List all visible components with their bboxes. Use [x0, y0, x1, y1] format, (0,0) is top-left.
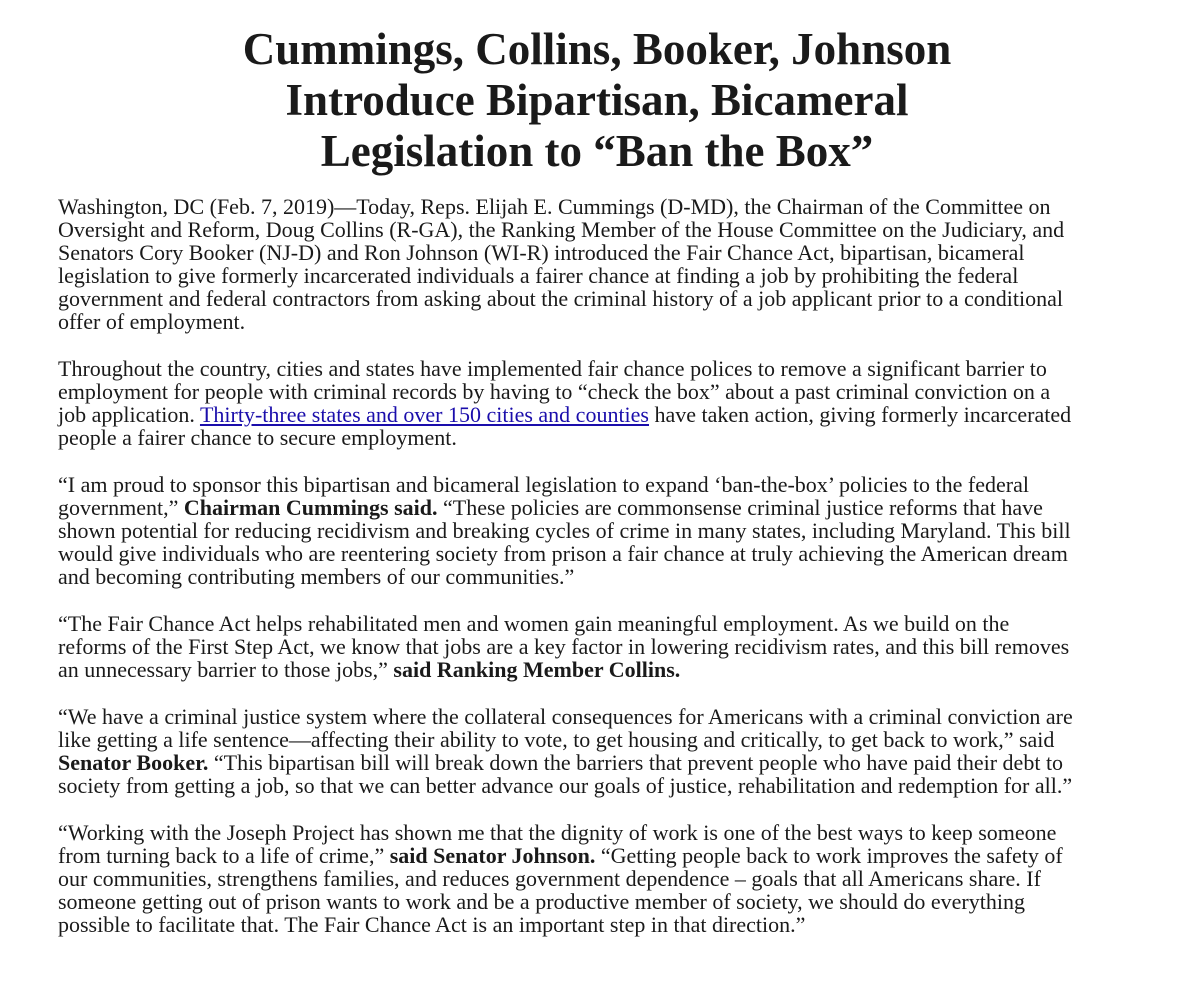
text-line: like getting a life sentence—affecting their ability to vote, to get housing and critically, to get back to work,” said [58, 727, 1055, 752]
text-line: employment for people with criminal records by having to “check the box” about a past criminal conviction on a [58, 379, 1051, 404]
text-line: “We have a criminal justice system where the collateral consequences for Americans with a criminal conviction are [58, 704, 1073, 729]
title-line-3: Legislation to “Ban the Box” [320, 126, 874, 176]
text-line: people a fairer chance to secure employment. [58, 425, 457, 450]
title-line-1: Cummings, Collins, Booker, Johnson [242, 24, 952, 74]
speaker-attribution: said Senator Johnson. [389, 843, 596, 868]
text-line: and becoming contributing members of our communities.” [58, 564, 575, 589]
text-line [58, 844, 1164, 867]
text-segment: have taken action, giving formerly incarcerated [649, 402, 1072, 427]
states-cities-link[interactable]: Thirty-three states and over 150 cities and counties [199, 402, 649, 427]
text-line [58, 751, 1164, 774]
text-segment: from turning back to a life of crime,” [58, 843, 390, 868]
text-segment: an unnecessary barrier to those jobs,” [58, 657, 394, 682]
fair-chance-context-paragraph [58, 357, 1164, 449]
text-line: offer of employment. [58, 309, 246, 334]
page-title [58, 24, 1164, 177]
text-line: someone getting out of prison wants to work and be a productive member of society, we should do everything [58, 889, 1025, 914]
collins-quote-paragraph [58, 612, 1164, 681]
text-segment: “This bipartisan bill will break down the barriers that prevent people who have paid their debt to [208, 750, 1064, 775]
intro-paragraph [58, 195, 1164, 333]
text-segment: “Getting people back to work improves the safety of [595, 843, 1063, 868]
text-line: “Working with the Joseph Project has shown me that the dignity of work is one of the best ways to keep someone [58, 820, 1057, 845]
text-line: our communities, strengthens families, and reduces government dependence – goals that all Americans share. If [58, 866, 1041, 891]
text-line: society from getting a job, so that we can better advance our goals of justice, rehabilitation and redemption for all.” [58, 773, 1073, 798]
text-line: would give individuals who are reentering society from prison a fair chance at truly achieving the American dream [58, 541, 1068, 566]
booker-quote-paragraph [58, 705, 1164, 797]
cummings-quote-paragraph [58, 473, 1164, 588]
text-line: “The Fair Chance Act helps rehabilitated men and women gain meaningful employment. As we build on the [58, 611, 1010, 636]
text-line [58, 496, 1164, 519]
text-line [58, 403, 1164, 426]
text-segment: government,” [58, 495, 184, 520]
speaker-attribution: Chairman Cummings said. [183, 495, 438, 520]
text-line: “I am proud to sponsor this bipartisan and bicameral legislation to expand ‘ban-the-box’ policies to the federal [58, 472, 1029, 497]
text-line: Oversight and Reform, Doug Collins (R-GA), the Ranking Member of the House Committee on the Judiciary, and [58, 217, 1065, 242]
title-line-2: Introduce Bipartisan, Bicameral [285, 75, 909, 125]
text-line: possible to facilitate that. The Fair Chance Act is an important step in that direction.” [58, 912, 806, 937]
text-line: reforms of the First Step Act, we know that jobs are a key factor in lowering recidivism rates, and this bill removes [58, 634, 1070, 659]
text-segment: job application. [58, 402, 200, 427]
text-line: shown potential for reducing recidivism and breaking cycles of crime in many states, including Maryland. This bill [58, 518, 1071, 543]
text-line: Throughout the country, cities and states have implemented fair chance polices to remove a significant barrier to [58, 356, 1047, 381]
speaker-attribution: said Ranking Member Collins. [393, 657, 681, 682]
text-line [58, 658, 1164, 681]
text-line: government and federal contractors from asking about the criminal history of a job applicant prior to a conditional [58, 286, 1063, 311]
johnson-quote-paragraph [58, 821, 1164, 936]
text-line: Washington, DC (Feb. 7, 2019)—Today, Reps. Elijah E. Cummings (D-MD), the Chairman of the Committee on [58, 194, 1051, 219]
text-line: Senators Cory Booker (NJ-D) and Ron Johnson (WI-R) introduced the Fair Chance Act, bipartisan, bicameral [58, 240, 1025, 265]
speaker-attribution: Senator Booker. [58, 750, 209, 775]
text-line: legislation to give formerly incarcerated individuals a fairer chance at finding a job by prohibiting the federal [58, 263, 1019, 288]
text-segment: “These policies are commonsense criminal justice reforms that have [437, 495, 1043, 520]
